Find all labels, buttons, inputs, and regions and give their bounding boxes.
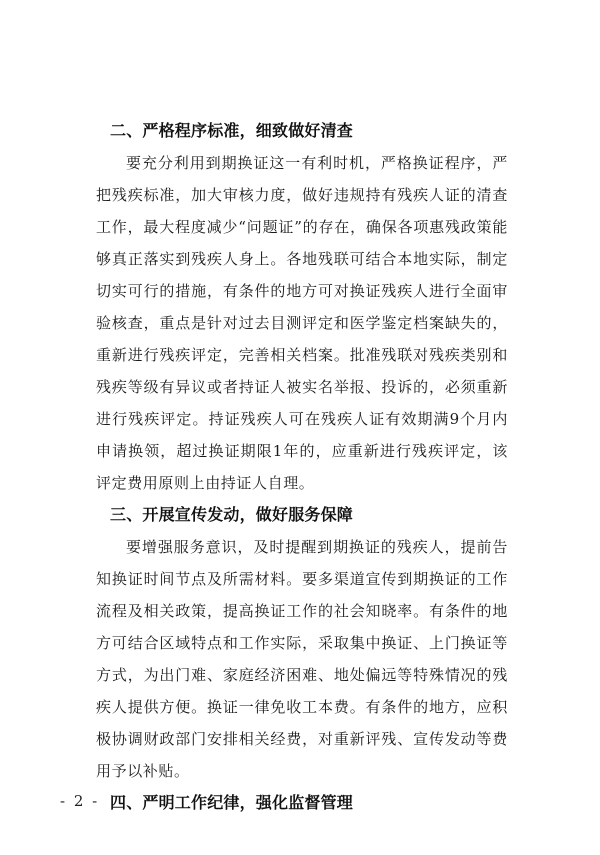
section-3-paragraph: 要增强服务意识，及时提醒到期换证的残疾人，提前告知换证时间节点及所需材料。要多渠道宣传到期换证的工作流程及相关政策，提高换证工作的社会知晓率。有条件的地方可结合区域特点和工作实际，采取集中换证、上门换证等方式，为出门难、家庭经济困难、地处偏远等特殊情况的残疾人提供方便。换证一律免收工本费。有条件的地方，应积极协调财政部门安排相关经费，对重新评残、宣传发动等费用予以补贴。 bbox=[96, 538, 508, 780]
document-body bbox=[96, 115, 508, 819]
section-2-paragraph: 要充分利用到期换证这一有利时机，严格换证程序，严把残疾标准，加大审核力度，做好违规持有残疾人证的清查工作，最大程度减少“问题证”的存在，确保各项惠残政策能够真正落实到残疾人身上。各地残联可结合本地实际，制定切实可行的措施，有条件的地方可对换证残疾人进行全面审验核查，重点是针对过去目测评定和医学鉴定档案缺失的，重新进行残疾评定，完善相关档案。批准残联对残疾类别和残疾等级有异议或者持证人被实名举报、投诉的，必须重新进行残疾评定。持证残疾人可在残疾人证有效期满9个月内申请换领，超过换证期限1年的，应重新进行残疾评定，该评定费用原则上由持证人自理。 bbox=[96, 154, 508, 492]
section-2-heading: 二、严格程序标准，细致做好清查 bbox=[110, 121, 354, 140]
section-4-heading: 四、严明工作纪律，强化监督管理 bbox=[110, 793, 354, 812]
section-3-heading: 三、开展宣传发动，做好服务保障 bbox=[110, 505, 354, 524]
page-number: - 2 - bbox=[60, 792, 100, 810]
